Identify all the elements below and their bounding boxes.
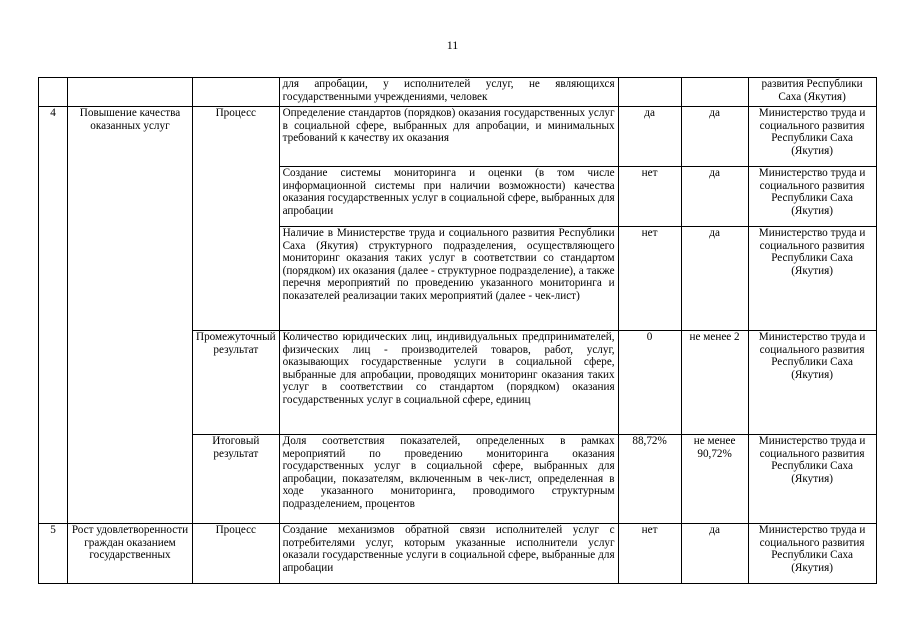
- executor-cell: Министерство труда и социального развития Республики Саха (Якутия): [748, 435, 876, 524]
- task-name-cell: Повышение качества оказанных услуг: [68, 107, 193, 524]
- indicator-cell: Создание механизмов обратной связи исполнителей услуг с потребителями услуг, которым указанные исполнители услуг оказали государственные услуги в социальной сфере, выбранные для апробации: [279, 524, 618, 584]
- indicator-cell: Определение стандартов (порядков) оказания государственных услуг в социальной сфере, выбранных для апробации, и минимальных требований к качеству их оказания: [279, 107, 618, 167]
- indicator-cell: Наличие в Министерстве труда и социального развития Республики Саха (Якутия) структурного подразделения, осуществляющего мониторинг оказания таких услуг в соответствии со стандартом (порядком) их оказания (далее - структурное подразделение), а также перечня мероприятий по проведению указанного мониторинга и показателей реализации таких мероприятий (далее - чек-лист): [279, 227, 618, 331]
- executor-cell: Министерство труда и социального развития Республики Саха (Якутия): [748, 167, 876, 227]
- indicator-cell: Количество юридических лиц, индивидуальных предпринимателей, физических лиц - производителей товаров, работ, услуг, оказывающих государственные услуги в социальной сфере, выбранные для апробации, проводящих мониторинг оказания таких услуг в соответствии со стандартом (порядком) оказания государственных услуг в социальной сфере, единиц: [279, 331, 618, 435]
- stage-cell: Процесс: [193, 107, 280, 331]
- stage-cell: [193, 78, 280, 107]
- results-table: [38, 77, 877, 584]
- target-value-cell: да: [681, 227, 748, 331]
- indicator-cell: Доля соответствия показателей, определенных в рамках мероприятий по проведению мониторинга оказания государственных услуг в социальной сфере, выбранных для апробации, показателям, включенным в чек-лист, определенная в ходе указанного мониторинга, проводимого структурным подразделением, процентов: [279, 435, 618, 524]
- task-name-cell: Рост удовлетворенности граждан оказанием государственных: [68, 524, 193, 584]
- executor-cell: Министерство труда и социального развития Республики Саха (Якутия): [748, 107, 876, 167]
- page-number: 11: [446, 38, 459, 52]
- executor-cell: Министерство труда и социального развития Республики Саха (Якутия): [748, 524, 876, 584]
- task-name-cell: [68, 78, 193, 107]
- indicator-cell: для апробации, у исполнителей услуг, не являющихся государственными учреждениями, человек: [279, 78, 618, 107]
- base-value-cell: 0: [618, 331, 681, 435]
- base-value-cell: 88,72%: [618, 435, 681, 524]
- target-value-cell: да: [681, 524, 748, 584]
- row-number-cell: [39, 78, 68, 107]
- stage-cell: Промежуточный результат: [193, 331, 280, 435]
- indicator-cell: Создание системы мониторинга и оценки (в том числе информационной системы при наличии возможности) качества оказания государственных услуг в социальной сфере, выбранных для апробации: [279, 167, 618, 227]
- row-number-cell: 4: [39, 107, 68, 524]
- target-value-cell: не менее 90,72%: [681, 435, 748, 524]
- executor-cell: Министерство труда и социального развития Республики Саха (Якутия): [748, 331, 876, 435]
- row-number-cell: 5: [39, 524, 68, 584]
- executor-cell: Министерство труда и социального развития Республики Саха (Якутия): [748, 227, 876, 331]
- table-row: [39, 78, 877, 107]
- table-row: [39, 107, 877, 167]
- base-value-cell: нет: [618, 167, 681, 227]
- base-value-cell: нет: [618, 524, 681, 584]
- target-value-cell: не менее 2: [681, 331, 748, 435]
- executor-cell: развития Республики Саха (Якутия): [748, 78, 876, 107]
- base-value-cell: да: [618, 107, 681, 167]
- target-value-cell: да: [681, 107, 748, 167]
- stage-cell: Процесс: [193, 524, 280, 584]
- target-value-cell: [681, 78, 748, 107]
- table-row: [39, 524, 877, 584]
- base-value-cell: [618, 78, 681, 107]
- stage-cell: Итоговый результат: [193, 435, 280, 524]
- target-value-cell: да: [681, 167, 748, 227]
- base-value-cell: нет: [618, 227, 681, 331]
